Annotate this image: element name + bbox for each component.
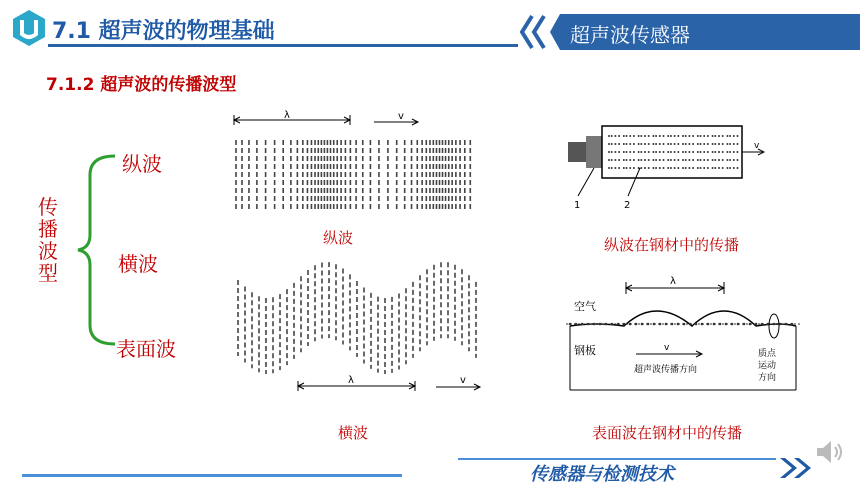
footer-line-left <box>22 474 402 477</box>
particle-dot <box>626 151 628 153</box>
particle-dot <box>640 159 642 161</box>
particle-dot <box>718 159 720 161</box>
particle-dot <box>682 151 684 153</box>
particle-dot <box>663 167 665 169</box>
particle-dot <box>677 151 679 153</box>
particle-dot <box>618 151 620 153</box>
caption-longitudinal: 纵波 <box>323 229 354 247</box>
particle-dot <box>623 151 625 153</box>
particle-dot <box>729 167 731 169</box>
particle-dot <box>648 143 650 145</box>
particle-dot <box>655 135 657 137</box>
particle-dot <box>652 151 654 153</box>
particle-dot <box>629 151 631 153</box>
particle-dot <box>697 159 699 161</box>
particle-dot <box>712 151 714 153</box>
particle-dot <box>726 159 728 161</box>
particle-dot <box>714 135 716 137</box>
v-label: v <box>398 111 404 122</box>
particle-dot <box>569 323 572 326</box>
particle-dot <box>697 167 699 169</box>
particle-dot <box>714 167 716 169</box>
particle-dot <box>667 167 669 169</box>
particle-dot <box>755 323 758 326</box>
particle-dot <box>611 323 614 326</box>
particle-dot <box>707 151 709 153</box>
particle-dot <box>633 159 635 161</box>
particle-dot <box>688 135 690 137</box>
particle-dot <box>618 135 620 137</box>
lambda-label: λ <box>348 375 354 386</box>
particle-dot <box>700 151 702 153</box>
particle-dot <box>644 143 646 145</box>
particle-dot <box>729 135 731 137</box>
particle-dot <box>692 159 694 161</box>
particle-dot <box>707 135 709 137</box>
figure-longitudinal-wave <box>224 110 484 214</box>
particle-dot <box>692 151 694 153</box>
particle-dot <box>608 151 610 153</box>
particle-dot <box>722 167 724 169</box>
particle-dot <box>667 135 669 137</box>
particle-dot <box>729 151 731 153</box>
particle-dot <box>761 323 764 326</box>
particle-dot <box>737 135 739 137</box>
particle-dot <box>722 143 724 145</box>
section-title: 7.1.2 超声波的传播波型 <box>46 75 237 95</box>
particle-dot <box>623 323 626 326</box>
particle-dot <box>638 135 640 137</box>
particle-dot <box>737 323 740 326</box>
header-underline <box>48 44 518 47</box>
particle-dot <box>629 135 631 137</box>
particle-dot <box>648 167 650 169</box>
particle-dot <box>655 167 657 169</box>
particle-dot <box>626 135 628 137</box>
particle-label-1: 质点 <box>758 349 777 359</box>
particle-dot <box>623 159 625 161</box>
particle-dot <box>640 143 642 145</box>
particle-dot <box>729 143 731 145</box>
particle-dot <box>707 143 709 145</box>
caption-surface-steel: 表面波在钢材中的传播 <box>592 424 743 442</box>
particle-dot <box>614 159 616 161</box>
particle-dot <box>700 143 702 145</box>
caption-longitudinal-steel: 纵波在钢材中的传播 <box>604 236 740 254</box>
particle-dot <box>648 159 650 161</box>
particle-dot <box>667 151 669 153</box>
particle-dot <box>674 151 676 153</box>
subtitle-text: 超声波传感器 <box>570 23 690 47</box>
particle-dot <box>644 135 646 137</box>
particle-dot <box>701 323 704 326</box>
particle-dot <box>718 167 720 169</box>
particle-dot <box>726 143 728 145</box>
particle-dot <box>593 323 596 326</box>
particle-dot <box>648 151 650 153</box>
particle-dot <box>703 159 705 161</box>
particle-dot <box>697 143 699 145</box>
particle-dot <box>703 143 705 145</box>
double-chevron-right-icon <box>776 456 816 480</box>
particle-dot <box>663 135 665 137</box>
particle-dot <box>712 143 714 145</box>
particle-dot <box>611 143 613 145</box>
tree-bracket <box>60 150 120 350</box>
particle-dot <box>685 143 687 145</box>
particle-dot <box>633 151 635 153</box>
particle-dot <box>718 143 720 145</box>
particle-dot <box>640 135 642 137</box>
particle-dot <box>629 143 631 145</box>
particle-dot <box>749 323 752 326</box>
particle-dot <box>626 143 628 145</box>
particle-dot <box>614 151 616 153</box>
particle-dot <box>737 167 739 169</box>
v-label: v <box>664 343 670 353</box>
particle-dot <box>629 167 631 169</box>
particle-dot <box>611 151 613 153</box>
particle-dot <box>677 135 679 137</box>
particle-dot <box>683 323 686 326</box>
particle-dot <box>677 143 679 145</box>
footer-title: 传感器与检测技术 <box>530 464 674 485</box>
particle-dot <box>674 143 676 145</box>
particle-dot <box>712 167 714 169</box>
particle-dot <box>733 135 735 137</box>
particle-dot <box>663 159 665 161</box>
tree-item-longitudinal: 纵波 <box>122 152 162 176</box>
particle-dot <box>685 151 687 153</box>
particle-dot <box>644 167 646 169</box>
particle-dot <box>703 151 705 153</box>
particle-dot <box>638 151 640 153</box>
particle-dot <box>670 151 672 153</box>
label-2: 2 <box>624 200 631 211</box>
particle-dot <box>688 167 690 169</box>
particle-dot <box>665 323 668 326</box>
particle-dot <box>614 167 616 169</box>
particle-dot <box>659 151 661 153</box>
particle-dot <box>644 159 646 161</box>
particle-dot <box>659 143 661 145</box>
logo-icon <box>10 8 48 48</box>
particle-dot <box>633 135 635 137</box>
particle-dot <box>608 167 610 169</box>
tree-root-label: 传播波型 <box>38 195 58 285</box>
particle-dot <box>618 143 620 145</box>
particle-dot <box>791 323 794 326</box>
particle-dot <box>714 159 716 161</box>
particle-dot <box>617 323 620 326</box>
particle-dot <box>626 167 628 169</box>
particle-dot <box>653 323 656 326</box>
particle-dot <box>718 151 720 153</box>
particle-dot <box>682 167 684 169</box>
particle-dot <box>644 151 646 153</box>
particle-dot <box>685 159 687 161</box>
particle-dot <box>714 151 716 153</box>
particle-dot <box>629 159 631 161</box>
particle-dot <box>677 323 680 326</box>
particle-dot <box>697 151 699 153</box>
v-label: v <box>460 375 466 386</box>
particle-dot <box>663 143 665 145</box>
lambda-label: λ <box>284 110 290 121</box>
particle-label-2: 运动 <box>758 361 777 371</box>
particle-dot <box>712 159 714 161</box>
particle-dot <box>626 159 628 161</box>
particle-dot <box>714 143 716 145</box>
particle-dot <box>623 167 625 169</box>
particle-dot <box>682 159 684 161</box>
particle-dot <box>599 323 602 326</box>
tree-item-transverse: 横波 <box>118 252 158 276</box>
particle-dot <box>731 323 734 326</box>
particle-dot <box>587 323 590 326</box>
particle-dot <box>640 167 642 169</box>
particle-dot <box>652 159 654 161</box>
particle-dot <box>682 143 684 145</box>
lambda-label: λ <box>670 276 676 287</box>
particle-dot <box>733 143 735 145</box>
particle-dot <box>652 135 654 137</box>
particle-dot <box>718 135 720 137</box>
figure-transverse-wave <box>230 256 490 402</box>
particle-dot <box>722 151 724 153</box>
particle-dot <box>608 159 610 161</box>
figure-surface-steel <box>556 266 806 408</box>
particle-dot <box>618 167 620 169</box>
particle-dot <box>659 159 661 161</box>
page-title: 7.1 超声波的物理基础 <box>52 19 275 44</box>
particle-dot <box>737 151 739 153</box>
particle-dot <box>692 143 694 145</box>
particle-label-3: 方向 <box>758 373 777 383</box>
particle-dot <box>733 167 735 169</box>
particle-dot <box>647 323 650 326</box>
particle-dot <box>633 167 635 169</box>
particle-dot <box>733 159 735 161</box>
particle-dot <box>688 151 690 153</box>
particle-dot <box>667 143 669 145</box>
particle-dot <box>700 159 702 161</box>
particle-dot <box>674 135 676 137</box>
particle-dot <box>614 143 616 145</box>
particle-dot <box>648 135 650 137</box>
steel-label: 钢板 <box>574 344 596 357</box>
particle-dot <box>671 323 674 326</box>
particle-dot <box>712 135 714 137</box>
particle-dot <box>635 323 638 326</box>
particle-dot <box>688 159 690 161</box>
particle-dot <box>688 143 690 145</box>
particle-dot <box>677 159 679 161</box>
particle-dot <box>713 323 716 326</box>
figure-longitudinal-steel <box>558 106 778 214</box>
particle-dot <box>655 151 657 153</box>
particle-dot <box>670 159 672 161</box>
chevron-left-icon <box>518 14 564 50</box>
tree-item-surface: 表面波 <box>116 337 176 361</box>
particle-dot <box>659 323 662 326</box>
particle-dot <box>674 159 676 161</box>
particle-dot <box>640 151 642 153</box>
particle-dot <box>703 167 705 169</box>
particle-dot <box>692 135 694 137</box>
particle-dot <box>707 159 709 161</box>
particle-dot <box>726 167 728 169</box>
particle-dot <box>655 143 657 145</box>
particle-dot <box>737 159 739 161</box>
caption-transverse: 横波 <box>338 424 369 442</box>
particle-dot <box>608 143 610 145</box>
particle-dot <box>652 167 654 169</box>
particle-dot <box>611 159 613 161</box>
particle-dot <box>629 323 632 326</box>
particle-dot <box>670 167 672 169</box>
particle-dot <box>700 135 702 137</box>
particle-dot <box>614 135 616 137</box>
particle-dot <box>623 135 625 137</box>
particle-dot <box>581 323 584 326</box>
particle-dot <box>695 323 698 326</box>
particle-dot <box>697 135 699 137</box>
particle-dot <box>689 323 692 326</box>
particle-dot <box>623 143 625 145</box>
particle-dot <box>652 143 654 145</box>
particle-dot <box>638 143 640 145</box>
particle-dot <box>707 323 710 326</box>
particle-dot <box>641 323 644 326</box>
particle-dot <box>726 135 728 137</box>
particle-dot <box>682 135 684 137</box>
particle-dot <box>700 167 702 169</box>
v-label: v <box>754 141 760 151</box>
particle-dot <box>633 143 635 145</box>
particle-dot <box>605 323 608 326</box>
air-label: 空气 <box>574 300 596 313</box>
particle-dot <box>692 167 694 169</box>
particle-dot <box>722 135 724 137</box>
particle-dot <box>659 167 661 169</box>
particle-dot <box>773 323 776 326</box>
particle-dot <box>733 151 735 153</box>
particle-dot <box>685 167 687 169</box>
label-1: 1 <box>574 200 581 211</box>
particle-dot <box>685 135 687 137</box>
particle-dot <box>611 135 613 137</box>
particle-dot <box>611 167 613 169</box>
particle-dot <box>575 323 578 326</box>
particle-dot <box>618 159 620 161</box>
particle-dot <box>785 323 788 326</box>
particle-dot <box>655 159 657 161</box>
particle-dot <box>667 159 669 161</box>
direction-label: 超声波传播方向 <box>634 365 698 375</box>
speaker-icon[interactable] <box>814 438 846 466</box>
particle-dot <box>677 167 679 169</box>
particle-dot <box>638 159 640 161</box>
particle-dot <box>726 151 728 153</box>
particle-dot <box>663 151 665 153</box>
particle-dot <box>674 167 676 169</box>
particle-dot <box>719 323 722 326</box>
particle-dot <box>722 159 724 161</box>
particle-dot <box>659 135 661 137</box>
particle-dot <box>725 323 728 326</box>
particle-dot <box>608 135 610 137</box>
particle-dot <box>670 135 672 137</box>
particle-dot <box>670 143 672 145</box>
particle-dot <box>729 159 731 161</box>
particle-dot <box>743 323 746 326</box>
particle-dot <box>707 167 709 169</box>
particle-dot <box>737 143 739 145</box>
particle-dot <box>703 135 705 137</box>
